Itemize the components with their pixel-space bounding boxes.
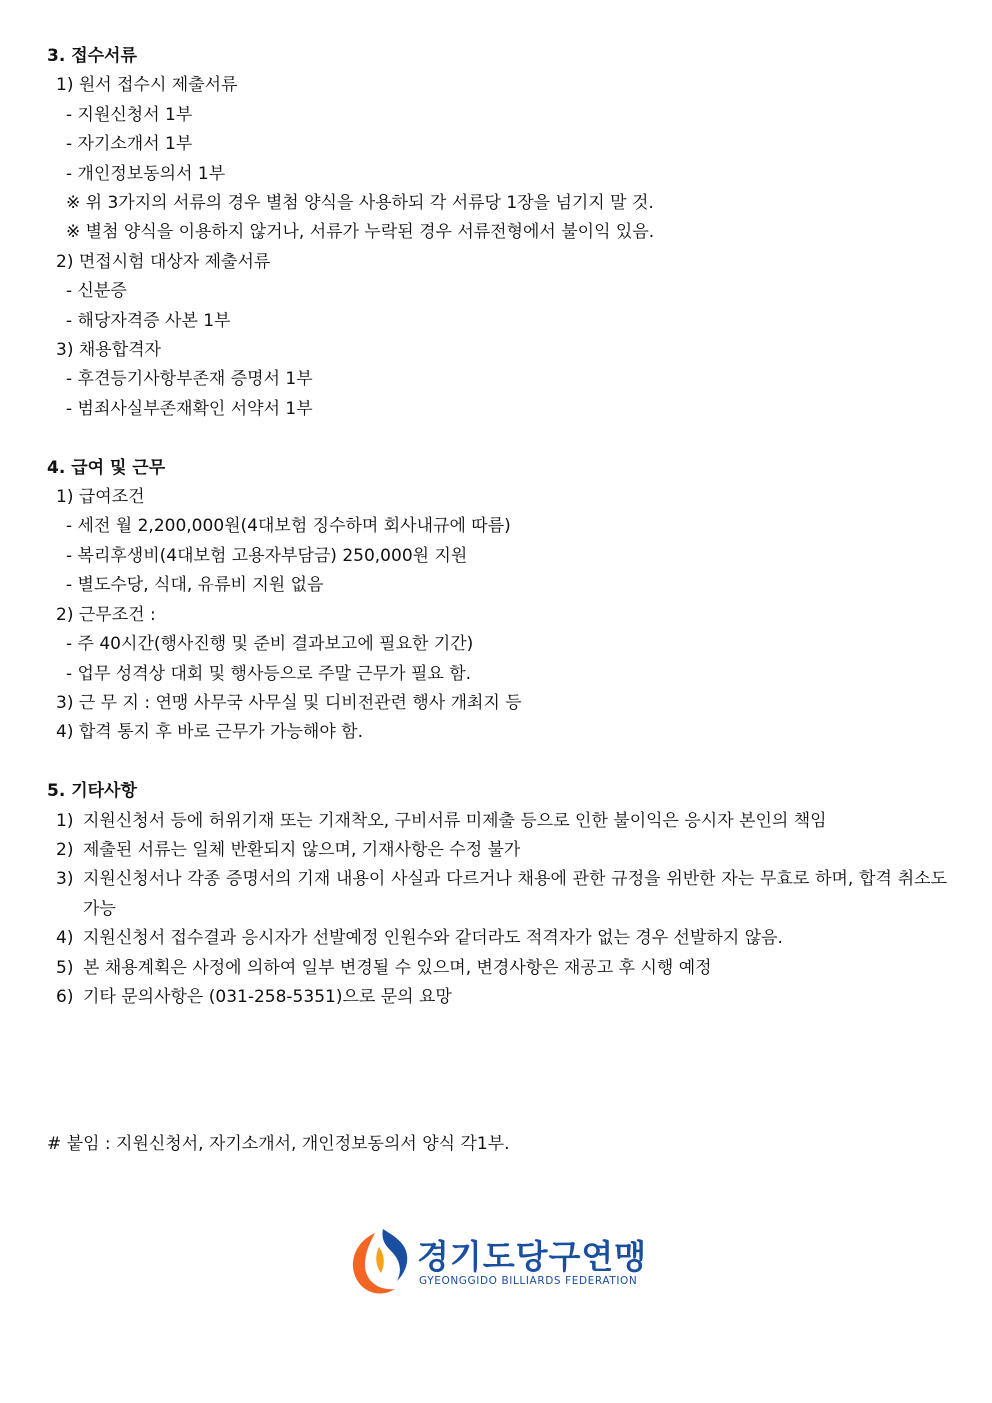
federation-logo <box>345 1225 655 1300</box>
list-item <box>47 865 947 924</box>
list-item: - 별도수당, 식대, 유류비 지원 없음 <box>66 575 324 596</box>
list-item <box>47 924 947 953</box>
list-item: - 주 40시간(행사진행 및 준비 결과보고에 필요한 기간) <box>66 634 474 655</box>
section-5-title: 5. 기타사항 <box>47 781 137 802</box>
logo-subtitle: GYEONGGIDO BILLIARDS FEDERATION <box>419 1275 638 1287</box>
section-gap <box>47 424 947 453</box>
list-item: - 후견등기사항부존재 증명서 1부 <box>66 369 313 390</box>
section-gap <box>47 1100 947 1129</box>
list-item <box>47 954 947 983</box>
document-body <box>47 42 947 1159</box>
list-item: 1) 급여조건 <box>56 487 145 508</box>
list-item: - 복리후생비(4대보험 고용자부담금) 250,000원 지원 <box>66 545 468 566</box>
list-item: - 지원신청서 1부 <box>66 104 193 125</box>
item-text: 제출된 서류는 일체 반환되지 않으며, 기재사항은 수정 불가 <box>83 839 521 860</box>
item-text: 지원신청서 접수결과 응시자가 선발예정 인원수와 같더라도 적격자가 없는 경우 선발하지 않음. <box>83 928 783 949</box>
list-item: - 개인정보동의서 1부 <box>66 163 226 184</box>
list-item <box>47 807 947 836</box>
item-text: 기타 문의사항은 (031-258-5351)으로 문의 요망 <box>83 986 452 1007</box>
list-item <box>47 836 947 865</box>
attachment-note: # 붙임 : 지원신청서, 자기소개서, 개인정보동의서 양식 각1부. <box>47 1133 510 1154</box>
list-item: - 자기소개서 1부 <box>66 134 193 155</box>
item-text: 지원신청서나 각종 증명서의 기재 내용이 사실과 다르거나 채용에 관한 규정을 위반한 자는 무효로 하며, 합격 취소도 가능 <box>83 869 947 919</box>
list-item: 2) 면접시험 대상자 제출서류 <box>56 251 271 272</box>
item-number: 4) <box>56 928 74 949</box>
item-number: 2) <box>56 839 74 860</box>
list-item: 2) 근무조건 : <box>56 604 156 625</box>
list-item: - 해당자격증 사본 1부 <box>66 310 231 331</box>
list-item <box>47 983 947 1012</box>
section-gap <box>47 1012 947 1100</box>
item-number: 1) <box>56 810 74 831</box>
list-item: - 범죄사실부존재확인 서약서 1부 <box>66 398 313 419</box>
list-item: 4) 합격 통지 후 바로 근무가 가능해야 함. <box>56 722 364 743</box>
section-3-title: 3. 접수서류 <box>47 46 137 66</box>
note-item: ※ 위 3가지의 서류의 경우 별첨 양식을 사용하되 각 서류당 1장을 넘기지 말 것. <box>66 193 654 214</box>
federation-emblem-icon <box>345 1225 415 1300</box>
item-number: 5) <box>56 957 74 978</box>
item-text: 본 채용계획은 사정에 의하여 일부 변경될 수 있으며, 변경사항은 재공고 후 시행 예정 <box>83 957 712 978</box>
list-item: 3) 채용합격자 <box>56 340 161 361</box>
list-item: - 신분증 <box>66 281 127 302</box>
note-item: ※ 별첨 양식을 이용하지 않거나, 서류가 누락된 경우 서류전형에서 불이익 있음. <box>66 222 655 243</box>
list-item: - 세전 월 2,200,000원(4대보험 징수하며 회사내규에 따름) <box>66 516 511 537</box>
logo-name: 경기도당구연맹 <box>417 1237 648 1276</box>
list-item: 1) 원서 접수시 제출서류 <box>56 75 238 96</box>
section-4-title: 4. 급여 및 근무 <box>47 457 166 478</box>
section-gap <box>47 748 947 777</box>
list-item: - 업무 성격상 대회 및 행사등으로 주말 근무가 필요 함. <box>66 663 472 684</box>
item-number: 3) <box>56 869 74 890</box>
item-text: 지원신청서 등에 허위기재 또는 기재착오, 구비서류 미제출 등으로 인한 불이익은 응시자 본인의 책임 <box>83 810 827 831</box>
item-number: 6) <box>56 986 74 1007</box>
list-item: 3) 근 무 지 : 연맹 사무국 사무실 및 디비전관련 행사 개최지 등 <box>56 692 522 713</box>
